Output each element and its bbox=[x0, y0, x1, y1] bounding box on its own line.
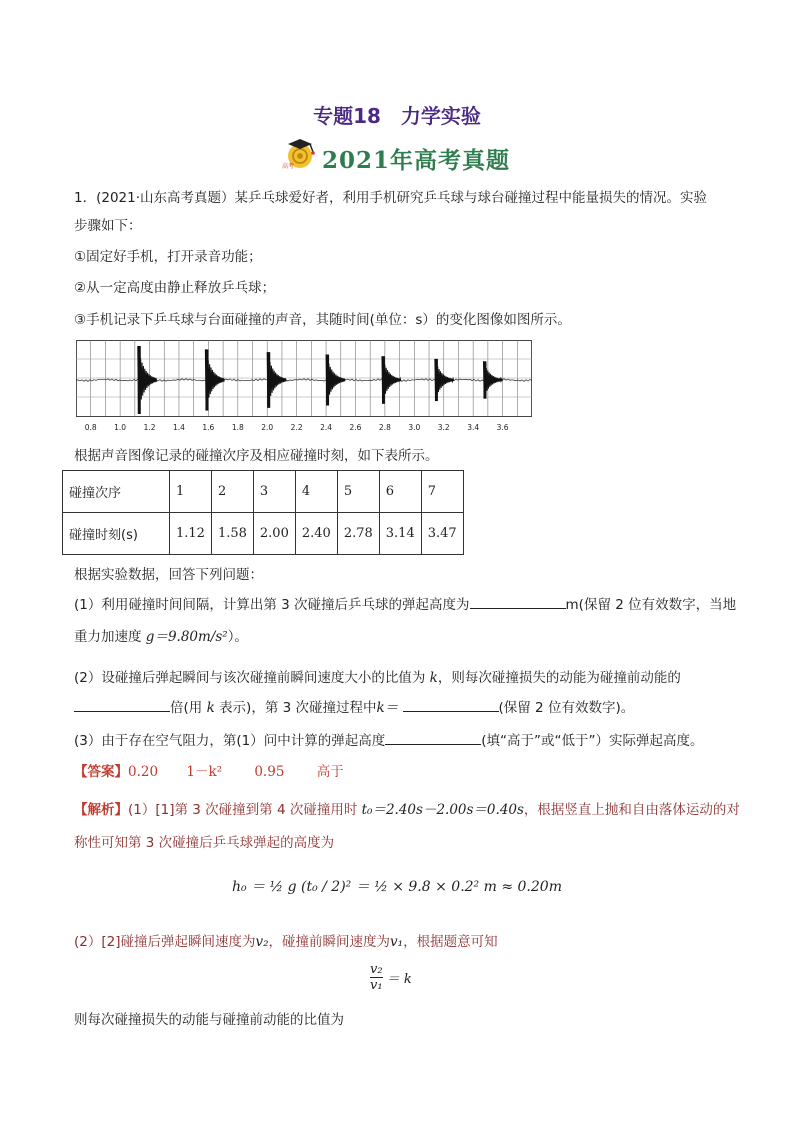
table-intro: 根据声音图像记录的碰撞次序及相应碰撞时刻，如下表所示。 bbox=[74, 448, 439, 464]
q2-line1: (2）设碰撞后弹起瞬间与该次碰撞前瞬间速度大小的比值为 k，则每次碰撞损失的动能为碰撞前动能的 bbox=[74, 670, 681, 686]
table-cell: 1.12 bbox=[170, 513, 212, 555]
tick-label: 2.2 bbox=[290, 423, 303, 432]
question-intro-line2: 步骤如下： bbox=[74, 218, 142, 234]
impact-spike-core-3 bbox=[267, 352, 270, 408]
impact-spike-core-2 bbox=[205, 349, 208, 410]
tick-label: 1.8 bbox=[231, 423, 244, 432]
equation-ratio bbox=[370, 962, 412, 993]
collision-table bbox=[62, 470, 464, 555]
impact-spike-core-6 bbox=[435, 359, 438, 401]
table-cell: 2.78 bbox=[337, 513, 379, 555]
q3-line: (3）由于存在空气阻力，第(1）问中计算的弹起高度 (填“高于”或“低于”）实际弹起高度。 bbox=[74, 729, 703, 749]
table-cell: 4 bbox=[295, 471, 337, 513]
tick-label: 3.4 bbox=[467, 423, 480, 432]
answer-blank-4[interactable] bbox=[385, 730, 481, 745]
table-cell: 7 bbox=[421, 471, 463, 513]
table-cell: 2.00 bbox=[253, 513, 295, 555]
step-3: ③手机记录下乒乓球与台面碰撞的声音，其随时间(单位：s）的变化图像如图所示。 bbox=[74, 312, 571, 328]
tick-label: 1.4 bbox=[172, 423, 185, 432]
analysis-p1-line1: 【解析】(1）[1]第 3 次碰撞到第 4 次碰撞用时 t₀＝2.40s－2.00s＝0.40s，根据竖直上抛和自由落体运动的对 bbox=[74, 802, 740, 818]
table-cell: 1.58 bbox=[211, 513, 253, 555]
table-header-time: 碰撞时刻(s) bbox=[63, 513, 170, 555]
table-cell: 3 bbox=[253, 471, 295, 513]
table-cell: 2 bbox=[211, 471, 253, 513]
table-cell: 1 bbox=[170, 471, 212, 513]
tick-label: 3.0 bbox=[408, 423, 421, 432]
q1-line1: (1）利用碰撞时间间隔，计算出第 3 次碰撞后乒乓球的弹起高度为 m(保留 2 位有效数字，当地 bbox=[74, 593, 736, 613]
answer-blank-1[interactable] bbox=[470, 594, 566, 609]
step-1: ①固定好手机，打开录音功能； bbox=[74, 249, 262, 265]
analysis-p1-line2: 称性可知第 3 次碰撞后乒乓球弹起的高度为 bbox=[74, 835, 335, 851]
impact-spike-core-4 bbox=[326, 355, 329, 406]
q1-line2: 重力加速度 g＝9.80m/s²）。 bbox=[74, 629, 248, 645]
answer-blank-3[interactable] bbox=[403, 697, 499, 712]
table-cell: 3.14 bbox=[379, 513, 421, 555]
tick-label: 3.6 bbox=[496, 423, 509, 432]
tick-label: 1.2 bbox=[143, 423, 156, 432]
tick-label: 3.2 bbox=[437, 423, 450, 432]
tick-label: 1.0 bbox=[114, 423, 127, 432]
equation-height: h₀ ＝ ½ g (t₀ / 2)² ＝ ½ × 9.8 × 0.2² m ≈ 0.20m bbox=[232, 879, 562, 895]
impact-spike-core-1 bbox=[138, 346, 141, 414]
q2-line2: 倍(用 k 表示)，第 3 次碰撞过程中k＝ (保留 2 位有效数字)。 bbox=[74, 696, 634, 716]
table-cell: 6 bbox=[379, 471, 421, 513]
fraction-denominator: v₁ bbox=[370, 978, 383, 993]
answer-line: 【答案】0.20 1－k² 0.95 高于 bbox=[74, 764, 344, 780]
tick-label: 2.6 bbox=[349, 423, 362, 432]
svg-text:高考: 高考 bbox=[282, 163, 295, 170]
impact-spike-core-5 bbox=[382, 356, 385, 404]
table-header-order: 碰撞次序 bbox=[63, 471, 170, 513]
question-intro-line1: 1．(2021·山东高考真题）某乒乓球爱好者，利用手机研究乒乓球与球台碰撞过程中能量损失的情况。实验 bbox=[74, 190, 708, 206]
impact-spike-core-7 bbox=[483, 361, 486, 398]
table-cell: 5 bbox=[337, 471, 379, 513]
table-cell: 2.40 bbox=[295, 513, 337, 555]
step-2: ②从一定高度由静止释放乒乓球； bbox=[74, 280, 276, 296]
tick-label: 2.0 bbox=[261, 423, 274, 432]
fraction-numerator: v₂ bbox=[370, 962, 383, 977]
tick-label: 2.8 bbox=[378, 423, 391, 432]
subtitle: 2021年高考真题 bbox=[322, 147, 511, 174]
analysis-p3: 则每次碰撞损失的动能与碰撞前动能的比值为 bbox=[74, 1012, 344, 1028]
chart-tick-labels bbox=[85, 423, 509, 432]
sound-waveform-chart bbox=[76, 340, 532, 435]
table-row-order bbox=[63, 471, 464, 513]
analysis-p2: (2）[2]碰撞后弹起瞬间速度为v₂，碰撞前瞬间速度为v₁，根据题意可知 bbox=[74, 934, 498, 950]
page-title: 专题18 力学实验 bbox=[313, 104, 481, 128]
tick-label: 0.8 bbox=[84, 423, 97, 432]
table-row-time bbox=[63, 513, 464, 555]
table-cell: 3.47 bbox=[421, 513, 463, 555]
mascot-logo-icon bbox=[280, 136, 320, 172]
tick-label: 2.4 bbox=[320, 423, 333, 432]
fraction-rhs: ＝ k bbox=[386, 972, 412, 987]
answer-blank-2[interactable] bbox=[74, 697, 170, 712]
tick-label: 1.6 bbox=[202, 423, 215, 432]
prompt: 根据实验数据，回答下列问题： bbox=[74, 567, 263, 583]
